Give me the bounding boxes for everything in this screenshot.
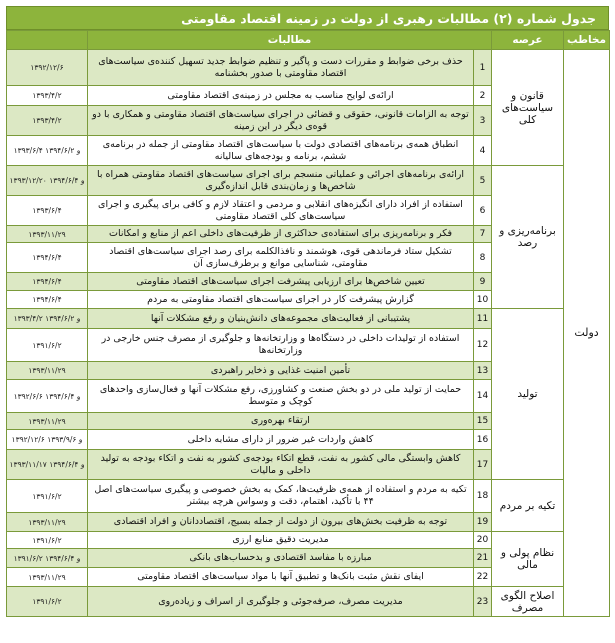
- row-number: 5: [474, 166, 492, 196]
- area-cell: تکیه بر مردم: [492, 480, 564, 532]
- row-number: 6: [474, 196, 492, 226]
- row-number: 23: [474, 587, 492, 617]
- demand-text: استفاده از تولیدات داخلی در دستگاه‌ها و وزارتخانه‌ها و جلوگیری از مصرف جنس خارجی در وزارتخانه‌ها: [88, 329, 474, 362]
- row-number: 21: [474, 549, 492, 568]
- demand-date: ۱۳۹۴/۶/۴: [7, 243, 88, 273]
- row-number: 7: [474, 226, 492, 243]
- demand-date: ۱۳۹۳/۶/۴ و ۱۳۹۴/۶/۲: [7, 136, 88, 166]
- demands-table-container: [6, 6, 609, 617]
- demand-date: ۱۳۹۳/۴/۲: [7, 86, 88, 106]
- demand-text: حذف برخی ضوابط و مقررات دست و پاگیر و تنظیم ضوابط جدید تسهیل کننده‌ی سیاست‌های اقتصاد مقاومتی با صدور بخشنامه: [88, 50, 474, 86]
- demand-text: کاهش واردات غیر ضرور از دارای مشابه داخلی: [88, 430, 474, 450]
- demand-date: ۱۳۹۳/۱۱/۲۹: [7, 362, 88, 380]
- area-cell: اصلاح الگوی مصرف: [492, 587, 564, 617]
- table-row: [7, 480, 610, 513]
- demand-text: ارائه‌ی برنامه‌های اجرائی و عملیاتی منسجم برای اجرای سیاست‌های اقتصاد مقاومتی همراه با شاخص‌ها و زمان‌بندی قابل اندازه‌گیری: [88, 166, 474, 196]
- demand-text: تعیین شاخص‌ها برای ارزیابی پیشرفت اجرای سیاست‌های اقتصاد مقاومتی: [88, 273, 474, 291]
- demand-text: مبارزه با مفاسد اقتصادی و بدحساب‌های بانکی: [88, 549, 474, 568]
- row-number: 16: [474, 430, 492, 450]
- demand-date: ۱۳۹۳/۱۱/۲۹: [7, 513, 88, 532]
- area-cell: قانون و سیاست‌های کلی: [492, 50, 564, 166]
- area-cell: برنامه‌ریزی و رصد: [492, 166, 564, 309]
- demand-date: ۱۳۹۳/۱۱/۲۹: [7, 226, 88, 243]
- demand-date: ۱۳۹۳/۱۱/۱۷ و ۱۳۹۴/۶/۴: [7, 450, 88, 480]
- row-number: 3: [474, 106, 492, 136]
- demand-date: ۱۳۹۲/۱۲/۶ و ۱۳۹۳/۹/۶: [7, 430, 88, 450]
- demand-date: ۱۳۹۳/۱۱/۲۹: [7, 568, 88, 587]
- demand-date: ۱۳۹۱/۶/۲ و ۱۳۹۴/۶/۴: [7, 549, 88, 568]
- header-row: [7, 31, 610, 50]
- row-number: 1: [474, 50, 492, 86]
- table-row: [7, 309, 610, 329]
- demand-date: ۱۳۹۳/۱۱/۲۹: [7, 413, 88, 430]
- row-number: 15: [474, 413, 492, 430]
- row-number: 13: [474, 362, 492, 380]
- demand-text: تأمین امنیت غذایی و ذخایر راهبردی: [88, 362, 474, 380]
- row-number: 22: [474, 568, 492, 587]
- demand-text: انطباق همه‌ی برنامه‌های اقتصادی دولت با سیاست‌های اقتصاد مقاومتی از جمله در برنامه‌ی ششم، برنامه و بودجه‌های سالیانه: [88, 136, 474, 166]
- demand-text: تکیه به مردم و استفاده از همه‌ی ظرفیت‌ها، کمک به بخش خصوصی و پیگیری سیاست‌های اصل ۴۴ با تأکید، اهتمام، دقت و وسواس هرچه بیشتر: [88, 480, 474, 513]
- demand-text: کاهش وابستگی مالی کشور به نفت، قطع اتکاء بودجه‌ی کشور به نفت و اتکاء بودجه به تولید داخلی و مالیات: [88, 450, 474, 480]
- row-number: 20: [474, 532, 492, 549]
- demand-date: ۱۳۹۳/۴/۲ و ۱۳۹۴/۶/۲: [7, 309, 88, 329]
- row-number: 17: [474, 450, 492, 480]
- demand-text: حمایت از تولید ملی در دو بخش صنعت و کشاورزی، رفع مشکلات آنها و فعال‌سازی واحدهای کوچک و متوسط: [88, 380, 474, 413]
- row-number: 2: [474, 86, 492, 106]
- table-row: [7, 166, 610, 196]
- demand-text: ارائه‌ی لوایح مناسب به مجلس در زمینه‌ی اقتصاد مقاومتی: [88, 86, 474, 106]
- area-cell: نظام پولی و مالی: [492, 532, 564, 587]
- demand-date: ۱۳۹۳/۶/۴: [7, 196, 88, 226]
- demands-table: [6, 30, 610, 617]
- table-body: [7, 50, 610, 617]
- table-row: [7, 532, 610, 549]
- row-number: 9: [474, 273, 492, 291]
- demand-text: توجه به ظرفیت بخش‌های بیرون از دولت از جمله بسیج، اقتصاددانان و افراد اقتصادی: [88, 513, 474, 532]
- demand-text: مدیریت مصرف، صرفه‌جوئی و جلوگیری از اسراف و زیاده‌روی: [88, 587, 474, 617]
- demand-text: تشکیل ستاد فرماندهی قوی، هوشمند و نافذالکلمه برای رصد اجرای سیاست‌های اقتصاد مقاومتی، شناسایی موانع و برطرف‌سازی آن: [88, 243, 474, 273]
- header-demands: مطالبات: [88, 31, 492, 50]
- row-number: 14: [474, 380, 492, 413]
- demand-text: مدیریت دقیق منابع ارزی: [88, 532, 474, 549]
- addressee-cell: دولت: [564, 50, 610, 617]
- demand-date: ۱۳۹۲/۶/۶ و ۱۳۹۴/۶/۴: [7, 380, 88, 413]
- row-number: 8: [474, 243, 492, 273]
- demand-text: گزارش پیشرفت کار در اجرای سیاست‌های اقتصاد مقاومتی به مردم: [88, 291, 474, 309]
- demand-date: ۱۳۹۱/۶/۲: [7, 329, 88, 362]
- demand-date: ۱۳۹۴/۶/۴: [7, 291, 88, 309]
- demand-date: ۱۳۹۳/۱۲/۲۰ و ۱۳۹۴/۶/۴: [7, 166, 88, 196]
- demand-text: ارتقاء بهره‌وری: [88, 413, 474, 430]
- header-date: [7, 31, 88, 50]
- row-number: 12: [474, 329, 492, 362]
- table-title: جدول شماره (۲) مطالبات رهبری از دولت در زمینه اقتصاد مقاومتی: [6, 6, 609, 30]
- demand-text: استفاده از افراد دارای انگیزه‌های انقلابی و مردمی و اعتقاد لازم و کافی برای پیگیری و اجرای سیاست‌های کلی اقتصاد مقاومتی: [88, 196, 474, 226]
- demand-date: ۱۳۹۱/۶/۲: [7, 532, 88, 549]
- table-row: [7, 50, 610, 86]
- row-number: 11: [474, 309, 492, 329]
- demand-date: ۱۳۹۱/۶/۲: [7, 480, 88, 513]
- demand-text: توجه به الزامات قانونی، حقوقی و قضائی در اجرای سیاست‌های اقتصاد مقاومتی و همکاری با دو قوه‌ی دیگر در این زمینه: [88, 106, 474, 136]
- demand-date: ۱۳۹۱/۶/۲: [7, 587, 88, 617]
- demand-date: ۱۳۹۴/۶/۴: [7, 273, 88, 291]
- area-cell: تولید: [492, 309, 564, 480]
- demand-text: ایفای نقش مثبت بانک‌ها و تطبیق آنها با مواد سیاست‌های اقتصاد مقاومتی: [88, 568, 474, 587]
- demand-text: فکر و برنامه‌ریزی برای استفاده‌ی حداکثری از ظرفیت‌های داخلی اعم از منابع و امکانات: [88, 226, 474, 243]
- header-addressee: مخاطب: [564, 31, 610, 50]
- row-number: 10: [474, 291, 492, 309]
- demand-date: ۱۳۹۲/۱۲/۶: [7, 50, 88, 86]
- row-number: 19: [474, 513, 492, 532]
- header-area: عرصه: [492, 31, 564, 50]
- demand-text: پشتیبانی از فعالیت‌های مجموعه‌های دانش‌بنیان و رفع مشکلات آنها: [88, 309, 474, 329]
- row-number: 4: [474, 136, 492, 166]
- row-number: 18: [474, 480, 492, 513]
- demand-date: ۱۳۹۳/۴/۲: [7, 106, 88, 136]
- table-row: [7, 587, 610, 617]
